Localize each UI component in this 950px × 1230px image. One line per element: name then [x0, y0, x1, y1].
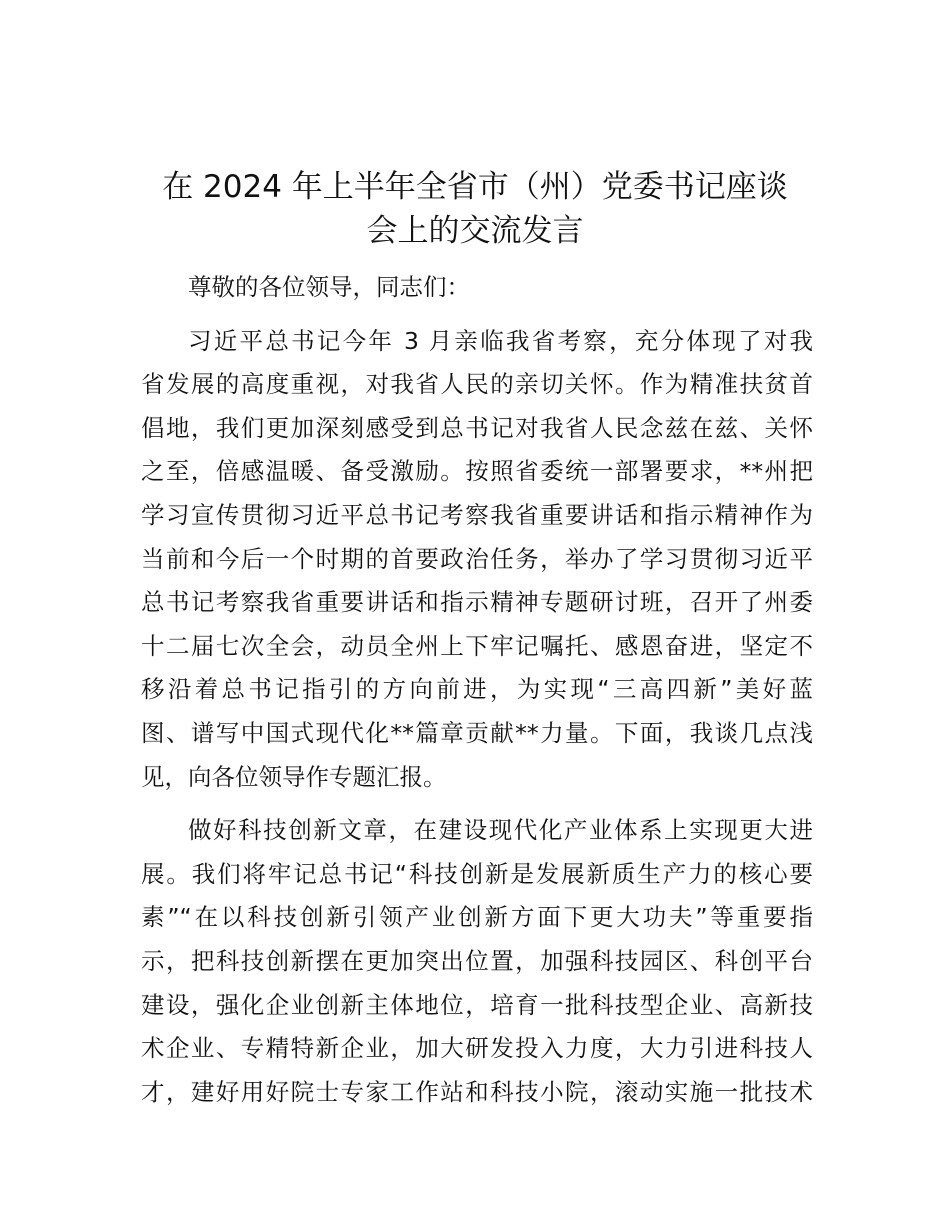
- paragraph-line: 素”“在以科技创新引领产业创新方面下更大功夫”等重要指: [141, 903, 813, 932]
- paragraph-line: 十二届七次全会，动员全州上下牢记嘱托、感恩奋进，坚定不: [141, 631, 813, 660]
- paragraph-line: 展。我们将牢记总书记“科技创新是发展新质生产力的核心要: [141, 859, 813, 888]
- salutation: 尊敬的各位领导，同志们：: [188, 273, 470, 301]
- paragraph-line: 见，向各位领导作专题汇报。: [141, 762, 447, 791]
- paragraph-line: 当前和今后一个时期的首要政治任务，举办了学习贯彻习近平: [141, 544, 813, 573]
- paragraph-line: 省发展的高度重视，对我省人民的亲切关怀。作为精准扶贫首: [141, 370, 813, 399]
- paragraph-line: 之至，倍感温暖、备受激励。按照省委统一部署要求，**州把: [141, 457, 813, 486]
- title-line-2: 会上的交流发言: [366, 213, 584, 249]
- paragraph-1: [141, 320, 813, 800]
- paragraph-line: 总书记考察我省重要讲话和指示精神专题研讨班，召开了州委: [141, 588, 813, 617]
- document-body: [141, 266, 813, 1114]
- paragraph-line: 学习宣传贯彻习近平总书记考察我省重要讲话和指示精神作为: [141, 500, 813, 529]
- paragraph-line: 做好科技创新文章，在建设现代化产业体系上实现更大进: [188, 816, 813, 845]
- paragraph-line: 示，把科技创新摆在更加突出位置，加强科技园区、科创平台: [141, 946, 813, 975]
- paragraph-line: 移沿着总书记指引的方向前进，为实现“三高四新”美好蓝: [141, 675, 813, 704]
- paragraph-line: 习近平总书记今年 3 月亲临我省考察，充分体现了对我: [188, 326, 813, 355]
- paragraph-line: 才，建好用好院士专家工作站和科技小院，滚动实施一批技术: [141, 1077, 813, 1106]
- title-line-1: 在 2024 年上半年全省市（州）党委书记座谈: [162, 169, 788, 205]
- document-title: [130, 165, 820, 253]
- paragraph-2: [141, 809, 813, 1114]
- paragraph-line: 建设，强化企业创新主体地位，培育一批科技型企业、高新技: [141, 990, 813, 1019]
- paragraph-line: 图、谱写中国式现代化**篇章贡献**力量。下面，我谈几点浅: [141, 718, 813, 747]
- paragraph-line: 术企业、专精特新企业，加大研发投入力度，大力引进科技人: [141, 1034, 813, 1063]
- paragraph-line: 倡地，我们更加深刻感受到总书记对我省人民念兹在兹、关怀: [141, 413, 813, 442]
